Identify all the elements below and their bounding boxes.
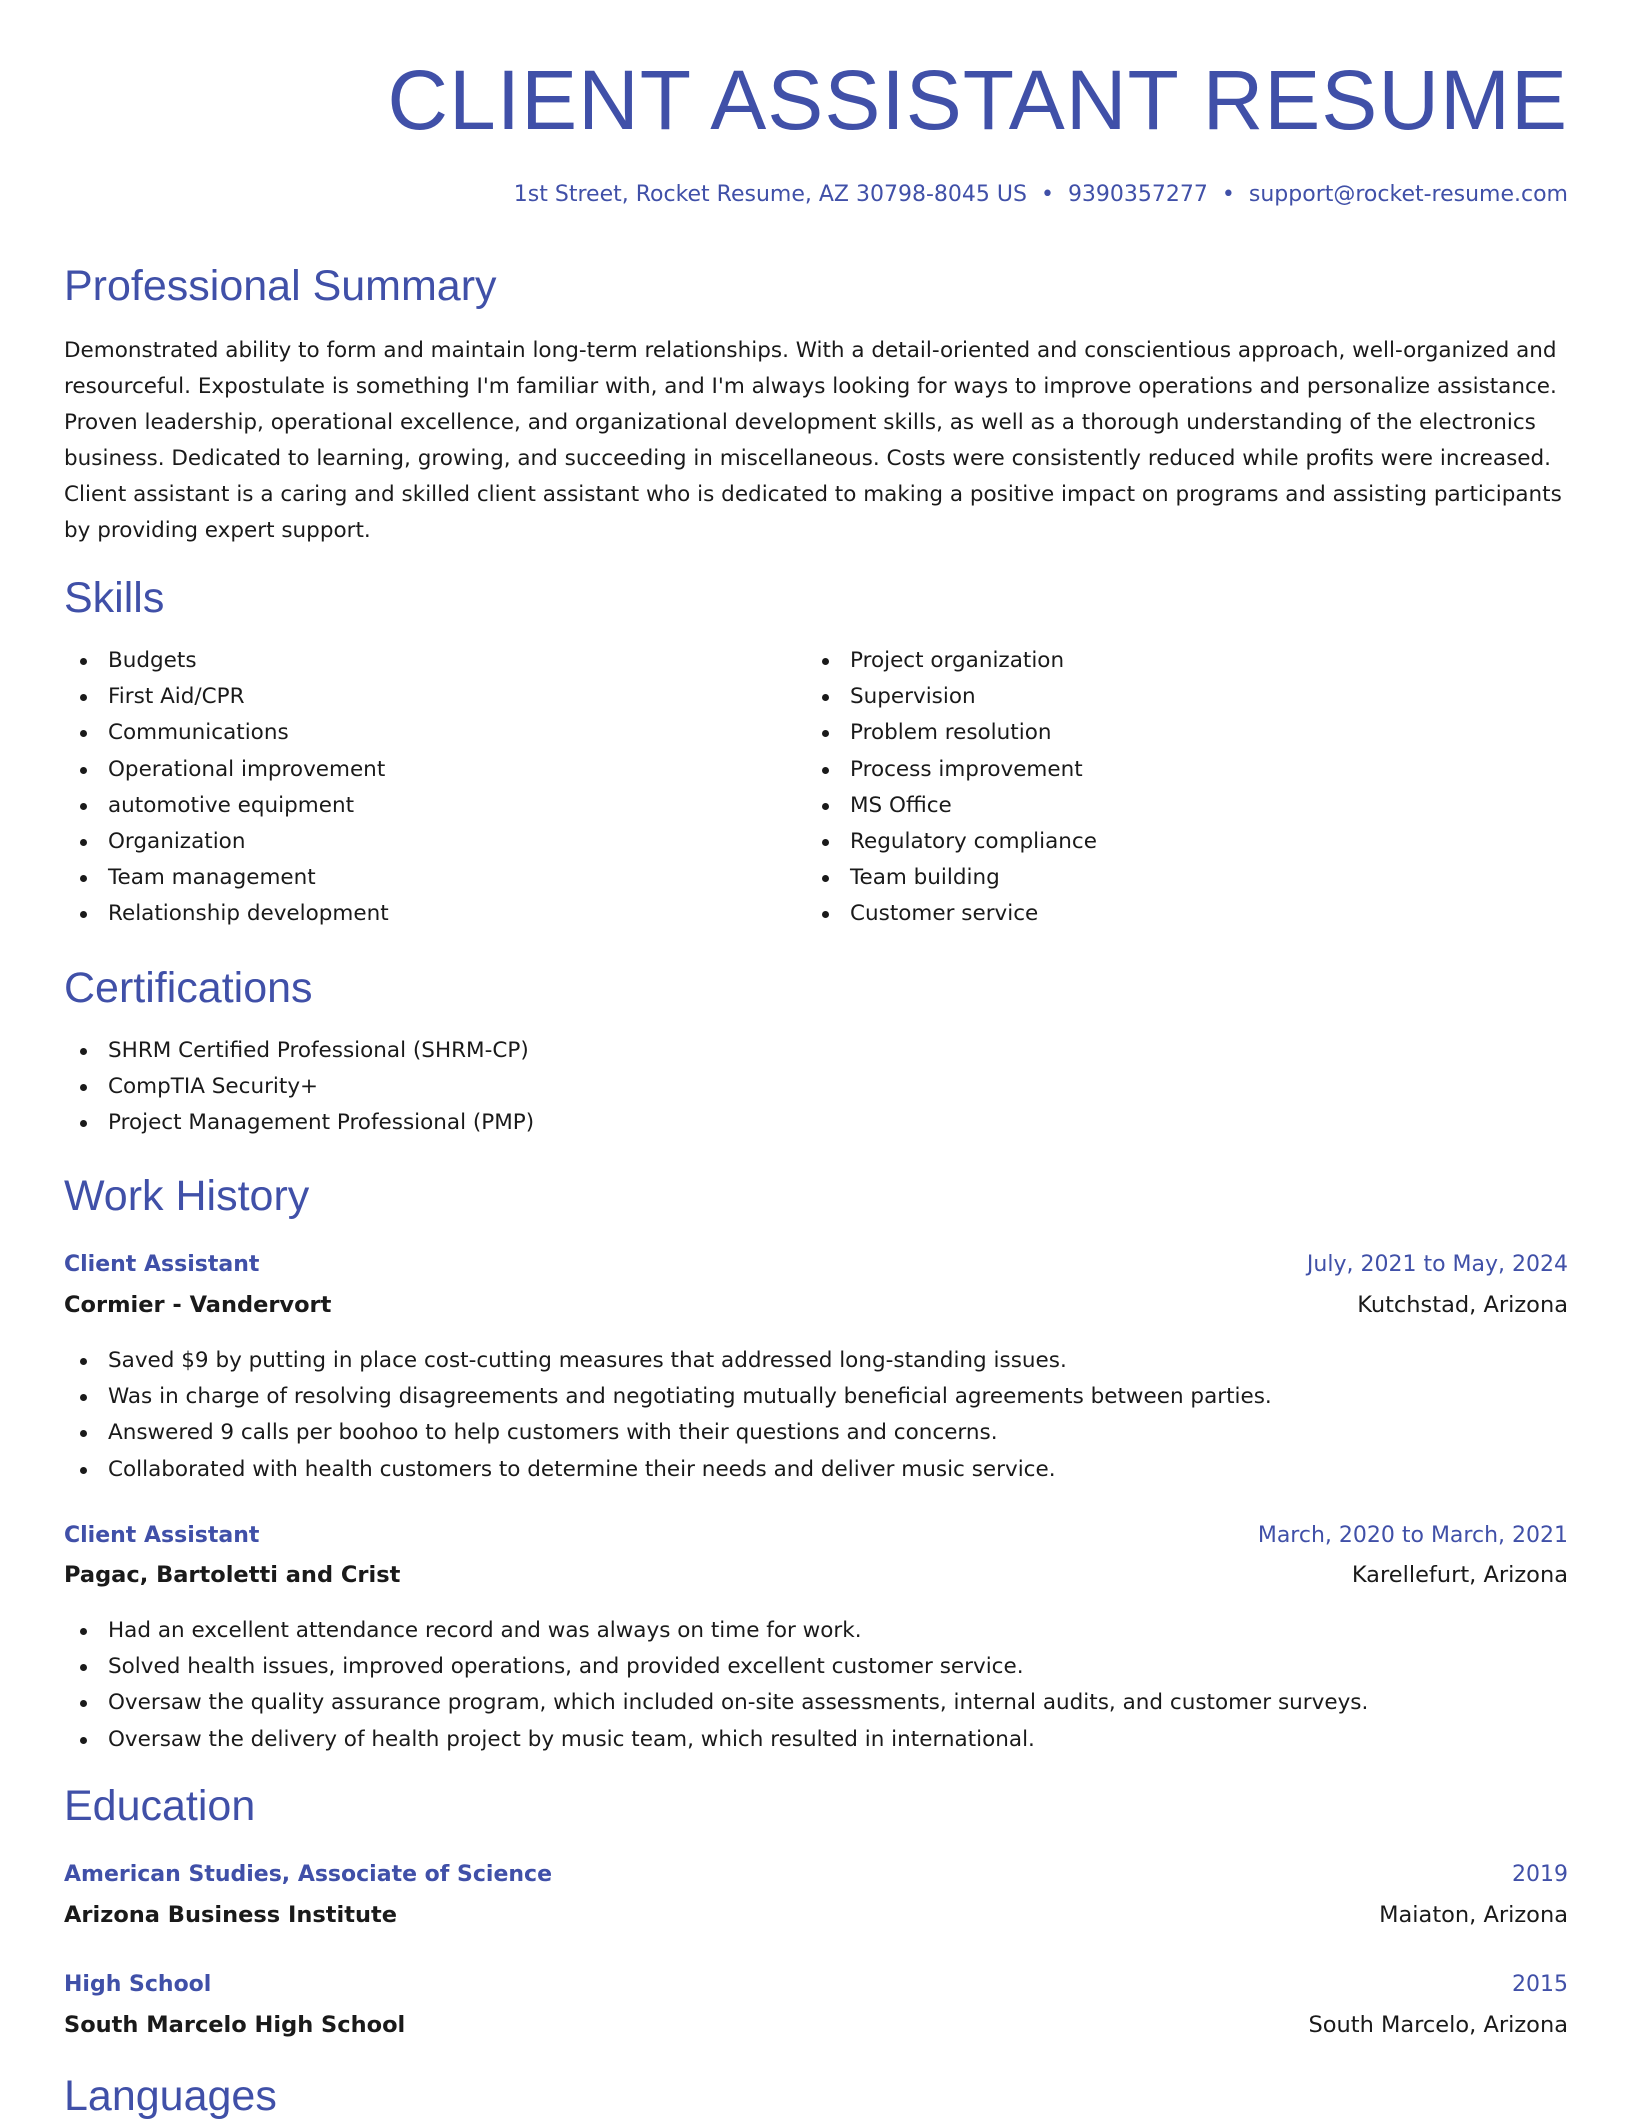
skill-item: Problem resolution xyxy=(806,715,1097,751)
job-subheader xyxy=(64,1562,1568,1588)
resume-title: CLIENT ASSISTANT RESUME xyxy=(387,53,1568,147)
contact-phone: 9390357277 xyxy=(1067,182,1208,207)
education-header xyxy=(64,1862,1568,1887)
job-bullets xyxy=(64,1613,1368,1758)
job-dates: July, 2021 to May, 2024 xyxy=(1306,1252,1568,1277)
certifications-list xyxy=(64,1033,534,1142)
job-bullet: Was in charge of resolving disagreements and negotiating mutually beneficial agreements between parties. xyxy=(64,1379,1272,1415)
job-title: Client Assistant xyxy=(64,1523,260,1548)
work-history-heading: Work History xyxy=(64,1172,310,1220)
education-school: South Marcelo High School xyxy=(64,2012,406,2038)
education-header xyxy=(64,1972,1568,1997)
skills-list-right xyxy=(806,643,1097,933)
education-location: Maiaton, Arizona xyxy=(1379,1902,1568,1928)
education-school: Arizona Business Institute xyxy=(64,1902,398,1928)
education-degree: High School xyxy=(64,1972,212,1997)
contact-email[interactable]: support@rocket-resume.com xyxy=(1248,182,1568,207)
summary-text: Demonstrated ability to form and maintain long-term relationships. With a detail-oriented and conscientious approach, well-organized and resourceful. Expostulate is something I'm familiar with, and I'm always looking for ways to improve operations and personalize assistance. Proven leadership, operational excellence, and organizational development skills, as well as a thorough understanding of the electronics business. Dedicated to learning, growing, and succeeding in miscellaneous. Costs were consistently reduced while profits were increased. Client assistant is a caring and skilled client assistant who is dedicated to making a positive impact on programs and assisting participants by providing expert support. xyxy=(64,338,1562,543)
job-location: Kutchstad, Arizona xyxy=(1357,1292,1568,1318)
job-bullet: Oversaw the delivery of health project by music team, which resulted in international. xyxy=(64,1722,1368,1758)
skill-item: Project organization xyxy=(806,643,1097,679)
skill-item: Customer service xyxy=(806,896,1097,932)
certifications-heading: Certifications xyxy=(64,964,313,1012)
education-subheader xyxy=(64,2012,1568,2038)
summary-heading: Professional Summary xyxy=(64,262,497,310)
skill-item: automotive equipment xyxy=(64,788,389,824)
job-bullet: Solved health issues, improved operations, and provided excellent customer service. xyxy=(64,1649,1368,1685)
separator-dot: • xyxy=(1040,182,1054,207)
job-bullet: Answered 9 calls per boohoo to help customers with their questions and concerns. xyxy=(64,1415,1272,1451)
skill-item: Regulatory compliance xyxy=(806,824,1097,860)
skill-item: Budgets xyxy=(64,643,389,679)
languages-heading: Languages xyxy=(64,2072,277,2120)
certification-item: Project Management Professional (PMP) xyxy=(64,1105,534,1141)
job-bullets xyxy=(64,1343,1272,1488)
skill-item: Communications xyxy=(64,715,389,751)
job-header xyxy=(64,1252,1568,1277)
job-company: Pagac, Bartoletti and Crist xyxy=(64,1562,401,1588)
skill-item: Supervision xyxy=(806,679,1097,715)
job-bullet: Collaborated with health customers to determine their needs and deliver music service. xyxy=(64,1452,1272,1488)
certification-item: CompTIA Security+ xyxy=(64,1069,534,1105)
skill-item: Operational improvement xyxy=(64,752,389,788)
skill-item: Team building xyxy=(806,860,1097,896)
job-dates: March, 2020 to March, 2021 xyxy=(1257,1523,1568,1548)
contact-address: 1st Street, Rocket Resume, AZ 30798-8045 US xyxy=(513,182,1027,207)
job-location: Karellefurt, Arizona xyxy=(1351,1562,1568,1588)
education-location: South Marcelo, Arizona xyxy=(1308,2012,1568,2038)
education-year: 2019 xyxy=(1512,1862,1568,1887)
contact-line xyxy=(514,182,1568,207)
skill-item: Process improvement xyxy=(806,752,1097,788)
education-heading: Education xyxy=(64,1782,256,1830)
skill-item: Organization xyxy=(64,824,389,860)
job-subheader xyxy=(64,1292,1568,1318)
skills-list-left xyxy=(64,643,389,933)
job-bullet: Oversaw the quality assurance program, which included on-site assessments, internal audits, and customer surveys. xyxy=(64,1685,1368,1721)
certification-item: SHRM Certified Professional (SHRM-CP) xyxy=(64,1033,534,1069)
education-degree: American Studies, Associate of Science xyxy=(64,1862,552,1887)
skill-item: First Aid/CPR xyxy=(64,679,389,715)
skill-item: Team management xyxy=(64,860,389,896)
job-header xyxy=(64,1523,1568,1548)
skill-item: Relationship development xyxy=(64,896,389,932)
job-company: Cormier - Vandervort xyxy=(64,1292,332,1318)
education-subheader xyxy=(64,1902,1568,1928)
job-bullet: Had an excellent attendance record and was always on time for work. xyxy=(64,1613,1368,1649)
job-title: Client Assistant xyxy=(64,1252,260,1277)
skill-item: MS Office xyxy=(806,788,1097,824)
separator-dot: • xyxy=(1221,182,1235,207)
job-bullet: Saved $9 by putting in place cost-cutting measures that addressed long-standing issues. xyxy=(64,1343,1272,1379)
education-year: 2015 xyxy=(1512,1972,1568,1997)
skills-heading: Skills xyxy=(64,574,165,622)
